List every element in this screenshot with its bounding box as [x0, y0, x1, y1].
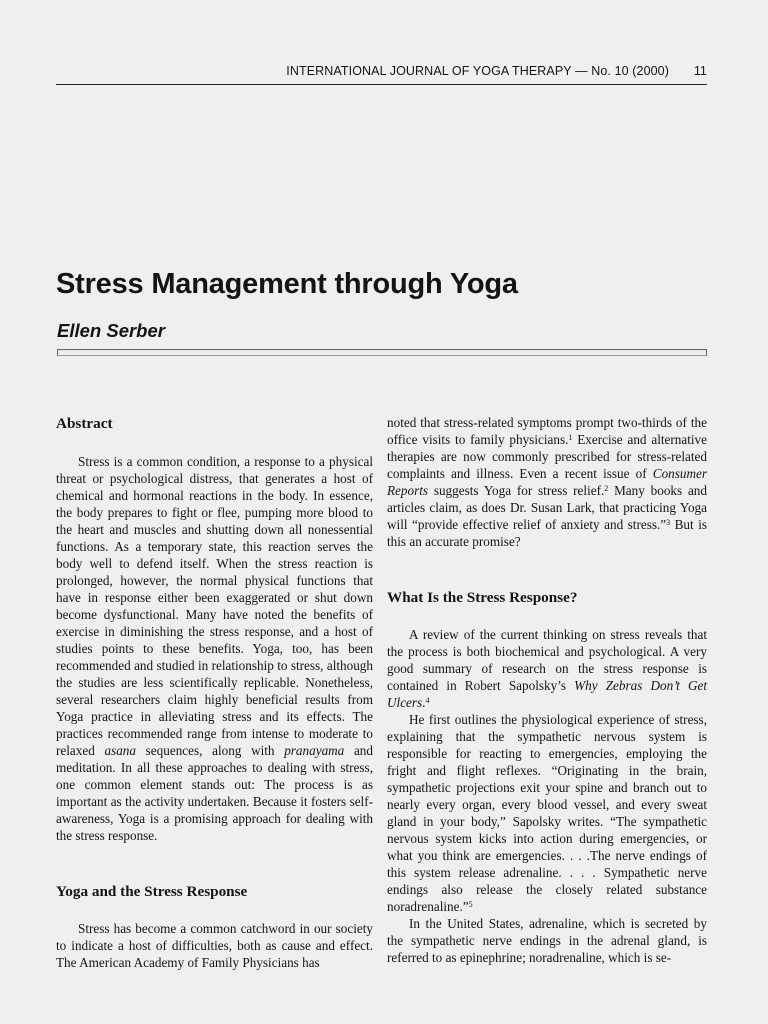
article-title: Stress Management through Yoga [56, 268, 518, 300]
footnote-ref: 1 [568, 433, 573, 442]
left-column [56, 414, 373, 971]
footnote-ref: 5 [468, 900, 473, 909]
page-number: 11 [693, 64, 707, 78]
running-header [56, 64, 707, 85]
footnote-ref: 4 [425, 696, 430, 705]
body-paragraph: He first outlines the physiological experience of stress, explaining that the sympathetic nervous system is responsible for reacting to emergencies, employing the fright and flight reflexes. “Originating in the brain, sympathetic projections exit your spine and branch out to nearly every organ, every blood vessel, and every sweat gland in your body,” Sapolsky writes. “The sympathetic nervous system kicks into action during emergencies, or what you think are emergencies. . . .The nerve endings of this system release adrenaline. . . . Sympathetic nerve endings also release the closely related substance noradrenaline.”$^5$ [387, 712, 707, 914]
title-rule [57, 349, 707, 356]
footnote-ref: 3 [666, 518, 671, 527]
section-heading-yoga-stress-response: Yoga and the Stress Response [56, 883, 248, 900]
body-paragraph: A review of the current thinking on stress reveals that the process is both biochemical and psychological. A very good summary of research on the stress response is contained in Robert Sapolsky’s Why Zebras Don’t Get Ulcers.$^4$ [387, 627, 707, 710]
abstract-heading: Abstract [56, 415, 113, 432]
footnote-ref: 2 [604, 484, 609, 493]
section-heading-what-is-stress-response: What Is the Stress Response? [387, 589, 578, 606]
body-paragraph: Stress has become a common catchword in our society to indicate a host of difficulties, both as cause and effect. The American Academy of Family Physicians has [56, 921, 373, 970]
abstract-paragraph: Stress is a common condition, a response to a physical threat or psychological distress, that generates a host of chemical and hormonal reactions in the body. In essence, the body prepares to fight or flee, pumping more blood to the heart and muscles and shutting down all nonessential functions. As a temporary state, this reaction serves the body well to defend itself. When the stress reaction is prolonged, however, the normal physical functions that have in response either been exaggerated or shut down become dysfunctional. Many have noted the benefits of exercise in diminishing the stress response, and a host of studies points to these benefits. Yoga, too, has been recommended and studied in relationship to stress, although the studies are less scientifically replicable. Nonetheless, several researchers claim highly beneficial results from Yoga practice in alleviating stress and its effects. The practices recommended range from intense to moderate to relaxed asana sequences, along with pranayama and meditation. In all these approaches to dealing with stress, one common element stands out: The process is as important as the activity undertaken. Because it fosters self-awareness, Yoga is a promising approach for dealing with the stress response. [56, 454, 373, 843]
article-author: Ellen Serber [57, 320, 165, 341]
journal-title: INTERNATIONAL JOURNAL OF YOGA THERAPY — No. 10 (2000) [286, 64, 669, 78]
body-paragraph: In the United States, adrenaline, which is secreted by the sympathetic nerve endings in the adrenal gland, is referred to as epinephrine; noradrenaline, which is se- [387, 916, 707, 965]
right-column [387, 414, 707, 966]
continued-paragraph: noted that stress-related symptoms prompt two-thirds of the office visits to family physicians.$^1$ Exercise and alternative therapies are now commonly prescribed for stress-related complaints and illness. Even a recent issue of Consumer Reports suggests Yoga for stress relief.$^2$ Many books and articles claim, as does Dr. Susan Lark, that practicing Yoga will “provide effective relief of anxiety and stress.”$^3$ But is this an accurate promise? [387, 415, 708, 549]
